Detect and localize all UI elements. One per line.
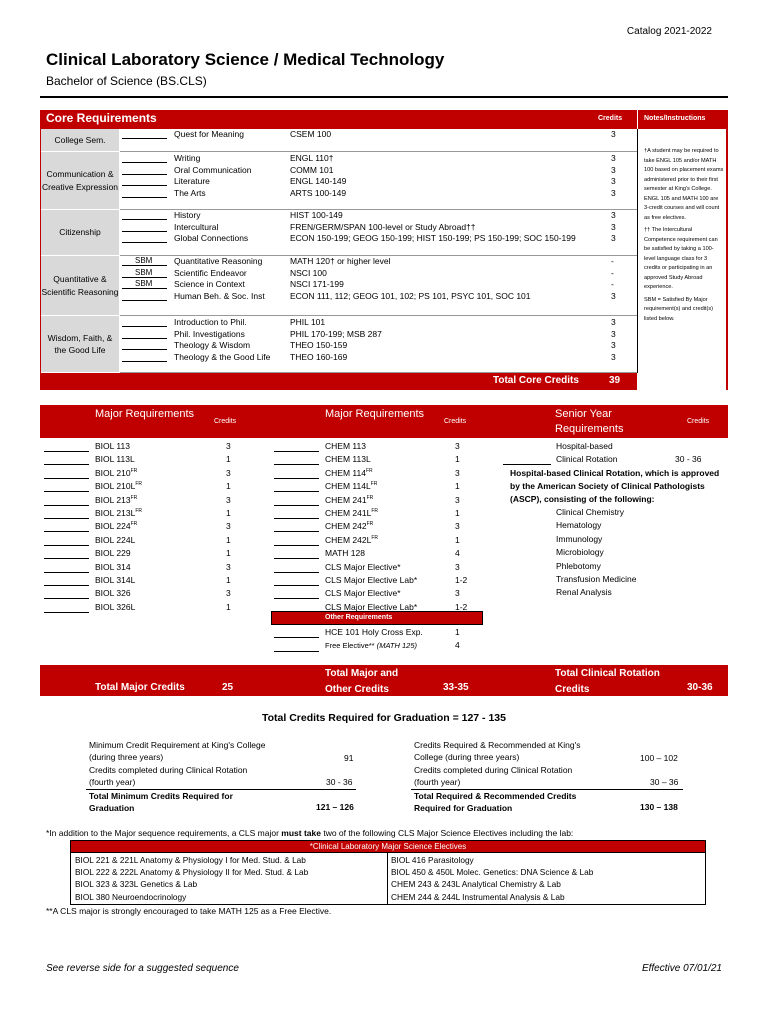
major-course [325, 454, 371, 464]
category-divider [120, 315, 637, 316]
core-row-code: NSCI 171-199 [290, 279, 344, 289]
major-col2-credits: Credits [444, 418, 467, 425]
blank-line[interactable] [274, 497, 319, 506]
catalog-year: Catalog 2021-2022 [626, 26, 712, 37]
core-row-course: Writing [174, 153, 201, 163]
core-row-credits: 3 [611, 233, 616, 243]
major-course-code: CHEM 242L [325, 534, 372, 545]
grad-left-total-value: 121 – 126 [316, 802, 354, 812]
clinical-rotation-item: Phlebotomy [556, 560, 601, 571]
blank-line[interactable] [44, 577, 89, 586]
elective-item: CHEM 243 & 243L Analytical Chemistry & Lab [391, 879, 561, 890]
major-course [95, 495, 137, 505]
major-total-label: Total Major Credits [95, 682, 185, 693]
major-course-credits: 1 [455, 454, 460, 465]
grad-right-total: Total Required & Recommended Credits Required for Graduation [414, 791, 577, 814]
blank-line[interactable] [122, 341, 167, 350]
core-category [41, 256, 119, 316]
core-row-course: Quest for Meaning [174, 129, 244, 139]
core-row-credits: 3 [611, 290, 616, 301]
core-row-code: NSCI 100 [290, 267, 327, 278]
core-notes [644, 147, 724, 324]
major-course-code: CHEM 241L [325, 508, 372, 518]
major-course-credits: 4 [455, 548, 460, 559]
blank-line[interactable] [274, 470, 319, 479]
clinical-rotation-item: Transfusion Medicine [556, 574, 637, 584]
major-course [95, 441, 130, 451]
core-row-credits: - [611, 256, 614, 266]
major-course-code: CHEM 241 [325, 494, 367, 505]
core-row-course: Global Connections [174, 233, 249, 243]
major-course-credits: 3 [455, 494, 460, 505]
major-course-code: CLS Major Elective* [325, 561, 401, 572]
major-course-credits: 3 [455, 588, 460, 599]
core-row-course: Phil. Investigations [174, 328, 245, 339]
core-row-code: MATH 120† or higher level [290, 256, 391, 266]
core-row-prefix: SBM [135, 279, 153, 288]
core-row-credits: 3 [611, 221, 616, 232]
major-course-code: CHEM 113L [325, 454, 371, 465]
core-row-credits: 3 [611, 340, 616, 350]
core-row-course: Human Beh. & Soc. Inst [174, 290, 265, 301]
core-row-course: Intercultural [174, 221, 219, 232]
major-course [95, 575, 135, 585]
blank-line[interactable] [503, 456, 551, 465]
major-course [95, 468, 137, 478]
core-row-prefix: SBM [135, 267, 153, 277]
blank-line[interactable] [44, 523, 89, 532]
core-row-code: COMM 101 [290, 164, 334, 175]
footer-left: See reverse side for a suggested sequence [46, 963, 239, 974]
blank-line[interactable] [44, 604, 89, 613]
clinical-rotation-item: Hematology [556, 520, 602, 531]
core-right-border [726, 110, 728, 390]
major-course [95, 562, 131, 572]
senior-item-1: Hospital-based [556, 441, 613, 451]
major-course-flag: FR [130, 467, 138, 474]
blank-line[interactable] [122, 292, 167, 301]
major-col3-header: Senior Year Requirements [555, 408, 624, 436]
major-course [95, 535, 135, 545]
core-row-code: HIST 100-149 [290, 210, 343, 220]
blank-line[interactable] [122, 318, 167, 327]
major-course-credits: 3 [226, 441, 231, 451]
major-course [325, 441, 366, 451]
core-row-code: THEO 150-159 [290, 340, 348, 350]
major-course-code: BIOL 314L [95, 575, 136, 585]
other-req-header: Other Requirements [325, 614, 393, 621]
major-course-flag: FR [371, 508, 378, 515]
blank-line[interactable] [274, 510, 319, 519]
major-course-credits: 3 [226, 494, 231, 505]
major-course-credits: 1 [455, 534, 460, 545]
blank-line[interactable] [44, 550, 89, 559]
grad-left-1: Minimum Credit Requirement at King's College (during three years) [89, 740, 266, 763]
notes-header: Notes/Instructions [644, 115, 706, 122]
core-row-credits: 3 [611, 210, 616, 220]
core-row-credits: 3 [611, 164, 616, 175]
major-course-credits: 1-2 [455, 575, 468, 585]
blank-line[interactable] [274, 550, 319, 559]
clinical-total-label: Total Clinical Rotation Credits [555, 668, 660, 695]
blank-line[interactable] [274, 483, 319, 492]
electives-footnote: **A CLS major is strongly encouraged to take MATH 125 as a Free Elective. [46, 906, 332, 916]
note-3: SBM = Satisfied By Major requirement(s) and credit(s) listed below. [644, 296, 714, 322]
major-course-credits: 1 [455, 508, 460, 518]
major-course-credits: 1-2 [455, 601, 468, 612]
core-category-name: Quantitative & Scientific Reasoning [41, 274, 119, 297]
core-credits-label: Credits [598, 115, 623, 122]
blank-line[interactable] [122, 154, 167, 163]
grad-left-1-value: 91 [344, 753, 354, 763]
blank-line[interactable] [44, 590, 89, 599]
major-course-code: BIOL 213L [95, 508, 136, 518]
other-total-value: 33-35 [443, 682, 469, 693]
core-category-name: College Sem. [54, 134, 106, 145]
core-row-credits: 3 [611, 187, 616, 198]
electives-note: *In addition to the Major sequence requirements, a CLS major must take two of the following CLS Major Science Electives including the lab: [46, 828, 574, 838]
footer-right: Effective 07/01/21 [641, 963, 722, 974]
note-2: †† The Intercultural Competence requirement can be satisfied by taking a 100-level language class for 3 credits or participating in an approved Study Abroad experience. [644, 227, 718, 290]
major-course [325, 495, 373, 505]
major-course [95, 521, 137, 531]
graduation-total: Total Credits Required for Graduation = 127 - 135 [262, 712, 506, 724]
blank-line[interactable] [122, 177, 167, 186]
major-course-flag: FR [130, 521, 138, 528]
major-course [325, 481, 377, 491]
core-row-credits: - [611, 267, 614, 278]
grad-left-2-value: 30 - 36 [326, 777, 353, 787]
major-course-credits: 1 [226, 601, 231, 612]
major-course-flag: FR [366, 521, 374, 528]
grad-left-2: Credits completed during Clinical Rotation (fourth year) [89, 765, 248, 788]
other-item-1-credits: 1 [455, 627, 460, 637]
major-course-credits: 1 [226, 534, 231, 545]
major-course [325, 562, 401, 572]
major-course-flag: FR [371, 534, 378, 541]
core-row-course: Quantitative Reasoning [174, 256, 263, 266]
major-course-code: CLS Major Elective Lab* [325, 601, 418, 612]
major-course-code: CLS Major Elective* [325, 588, 401, 599]
major-course-code: BIOL 210 [95, 467, 131, 478]
core-category [41, 210, 119, 256]
core-row-code: ARTS 100-149 [290, 187, 347, 198]
major-course-credits: 1 [226, 454, 231, 465]
elective-item: BIOL 416 Parasitology [391, 855, 474, 865]
grad-right-1-value: 100 – 102 [640, 753, 678, 763]
major-course-flag: FR [370, 481, 378, 488]
blank-line[interactable] [122, 353, 167, 362]
elective-item: BIOL 450 & 450L Molec. Genetics: DNA Science & Lab [391, 867, 594, 878]
major-course-credits: 3 [455, 441, 460, 451]
core-row-credits: 3 [611, 328, 616, 339]
core-row-code: PHIL 170-199; MSB 287 [290, 328, 382, 339]
major-course [325, 548, 365, 558]
major-course-flag: FR [366, 494, 374, 501]
note-1: †A student may be required to take ENGL 105 and/or MATH 100 based on placement exams administered prior to their first semester at King's College. ENGL 105 and MATH 100 are 3-credit courses and will count as free electives. [644, 148, 724, 221]
core-category-name: Communication & Creative Expression [41, 169, 119, 192]
major-course-code: CHEM 114 [325, 467, 366, 478]
blank-line[interactable] [44, 564, 89, 573]
blank-line[interactable] [44, 497, 89, 506]
core-category [41, 152, 119, 210]
major-course-credits: 3 [455, 467, 460, 478]
elective-item: BIOL 380 Neuroendocrinology [75, 891, 187, 902]
major-course-code: BIOL 224 [95, 521, 131, 532]
other-item-2: Free Elective** (MATH 125) [325, 641, 417, 650]
blank-line[interactable] [274, 523, 319, 532]
clinical-rotation-item: Immunology [556, 533, 603, 544]
major-course-code: BIOL 224L [95, 534, 136, 545]
grad-right-2-value: 30 – 36 [650, 777, 679, 787]
core-row-course: Theology & the Good Life [174, 351, 271, 362]
core-row-course: Introduction to Phil. [174, 317, 247, 327]
major-course [95, 602, 135, 612]
title-rule [40, 96, 728, 98]
major-course-credits: 1 [226, 481, 231, 492]
core-row-code: CSEM 100 [290, 129, 332, 139]
blank-line[interactable] [274, 564, 319, 573]
grad-left-total: Total Minimum Credits Required for Graduation [89, 791, 233, 814]
blank-line[interactable] [122, 223, 167, 232]
major-col2-header: Major Requirements [325, 408, 425, 420]
blank-line[interactable] [122, 234, 167, 243]
core-row-credits: 3 [611, 351, 616, 362]
elective-item: BIOL 222 & 222L Anatomy & Physiology II for Med. Stud. & Lab [75, 867, 309, 878]
core-row-code: ENGL 140-149 [290, 176, 347, 186]
major-course-code: MATH 128 [325, 548, 365, 559]
major-course-flag: FR [135, 481, 142, 488]
major-course-flag: FR [135, 508, 142, 515]
major-course-code: BIOL 314 [95, 561, 131, 572]
blank-line[interactable] [274, 443, 319, 452]
blank-line[interactable] [274, 537, 319, 546]
major-course-credits: 1 [226, 548, 231, 559]
major-course-code: BIOL 326 [95, 588, 131, 599]
major-course-code: BIOL 113L [95, 454, 135, 465]
core-row-course: Theology & Wisdom [174, 340, 251, 350]
major-course [95, 481, 142, 491]
blank-line[interactable] [274, 590, 319, 599]
core-total-value: 39 [609, 375, 621, 386]
clinical-rotation-item: Microbiology [556, 547, 604, 558]
major-col3-credits: Credits [687, 418, 710, 425]
grad-right-2: Credits completed during Clinical Rotation (fourth year) [414, 765, 573, 788]
other-total-label: Total Major and Other Credits [325, 668, 399, 695]
core-category-name: Wisdom, Faith, & the Good Life [47, 332, 113, 355]
major-course-flag: FR [365, 467, 373, 474]
blank-line[interactable] [122, 330, 167, 339]
major-total-value: 25 [222, 682, 234, 693]
elective-item: BIOL 323 & 323L Genetics & Lab [75, 879, 198, 890]
major-course [325, 535, 378, 545]
blank-line[interactable] [122, 189, 167, 198]
major-course [95, 588, 131, 598]
major-course-code: CHEM 242 [325, 521, 367, 532]
major-course-credits: 3 [455, 521, 460, 532]
page-title: Clinical Laboratory Science / Medical Technology [46, 50, 445, 69]
clinical-total-value: 30-36 [687, 682, 713, 693]
major-course [325, 468, 373, 478]
other-item-2-credits: 4 [455, 640, 460, 650]
core-row-code: ECON 150-199; GEOG 150-199; HIST 150-199; PS 150-199; SOC 150-199 [290, 233, 576, 243]
major-course-credits: 3 [226, 467, 231, 478]
major-course-code: CLS Major Elective Lab* [325, 575, 418, 585]
major-course [325, 602, 417, 612]
core-row-code: ENGL 110† [290, 153, 334, 163]
major-course-credits: 3 [226, 561, 231, 572]
major-course-credits: 1 [226, 508, 231, 518]
core-row-course: Science in Context [174, 279, 245, 289]
core-header: Core Requirements [46, 111, 157, 125]
core-row-course: Oral Communication [174, 164, 252, 175]
major-course-code: BIOL 213 [95, 494, 131, 505]
senior-item-2-credits: 30 - 36 [675, 454, 702, 464]
blank-line[interactable] [44, 443, 89, 452]
major-course [95, 548, 131, 558]
core-category-name: Citizenship [59, 227, 101, 238]
blank-line[interactable] [44, 470, 89, 479]
blank-line[interactable] [122, 211, 167, 220]
clinical-rotation-desc: Hospital-based Clinical Rotation, which is approved by the American Society of Clinical Pathologists (ASCP), consisting of the following: [510, 468, 720, 504]
major-course [325, 508, 378, 518]
core-row-course: Scientific Endeavor [174, 267, 247, 278]
blank-line[interactable] [44, 537, 89, 546]
electives-divider [387, 853, 388, 905]
elective-item: CHEM 244 & 244L Instrumental Analysis & Lab [391, 891, 565, 902]
major-course-credits: 3 [226, 588, 231, 599]
core-row-credits: 3 [611, 176, 616, 186]
blank-line[interactable] [44, 510, 89, 519]
blank-line[interactable] [44, 456, 89, 465]
blank-line[interactable] [274, 577, 319, 586]
core-category [41, 129, 119, 152]
core-row-code: PHIL 101 [290, 317, 326, 327]
blank-line[interactable] [274, 629, 319, 638]
page-subtitle: Bachelor of Science (BS.CLS) [46, 74, 207, 88]
core-row-course: Literature [174, 176, 210, 186]
major-course [325, 588, 401, 598]
blank-line[interactable] [122, 130, 167, 139]
elective-item: BIOL 221 & 221L Anatomy & Physiology I for Med. Stud. & Lab [75, 855, 306, 865]
major-course [325, 575, 417, 585]
blank-line[interactable] [274, 456, 319, 465]
core-row-code: ECON 111, 112; GEOG 101, 102; PS 101, PSYC 101, SOC 101 [290, 290, 531, 301]
major-course [325, 521, 373, 531]
blank-line[interactable] [274, 643, 319, 652]
major-course-code: CHEM 114L [325, 481, 371, 492]
core-row-credits: - [611, 279, 614, 289]
major-course-credits: 1 [226, 575, 231, 585]
blank-line[interactable] [122, 166, 167, 175]
grad-right-1: Credits Required & Recommended at King's College (during three years) [414, 740, 581, 763]
major-course-flag: FR [130, 494, 138, 501]
core-row-credits: 3 [611, 129, 616, 139]
major-col1-header: Major Requirements [95, 408, 195, 420]
core-row-course: The Arts [174, 187, 206, 198]
clinical-rotation-item: Clinical Chemistry [556, 507, 625, 517]
major-course-credits: 3 [226, 521, 231, 532]
core-total-label: Total Core Credits [493, 375, 579, 386]
category-divider [120, 151, 637, 152]
major-course [95, 454, 135, 464]
major-course-code: BIOL 326L [95, 601, 136, 612]
core-row-code: THEO 160-169 [290, 351, 348, 362]
major-course [95, 508, 142, 518]
senior-item-2: Clinical Rotation [556, 454, 618, 464]
core-row-course: History [174, 210, 201, 220]
major-course-code: BIOL 229 [95, 548, 131, 559]
core-row-credits: 3 [611, 317, 616, 327]
grad-right-total-value: 130 – 138 [640, 802, 678, 812]
notes-divider [637, 129, 638, 373]
electives-header: *Clinical Laboratory Major Science Electives [309, 842, 467, 851]
major-course-code: BIOL 210L [95, 481, 136, 492]
clinical-rotation-item: Renal Analysis [556, 587, 612, 598]
core-row-prefix: SBM [135, 256, 153, 265]
other-item-1: HCE 101 Holy Cross Exp. [325, 627, 423, 637]
major-course-credits: 3 [455, 561, 460, 572]
major-col1-credits: Credits [214, 418, 237, 425]
blank-line[interactable] [44, 483, 89, 492]
core-row-credits: 3 [611, 153, 616, 163]
core-row-code: FREN/GERM/SPAN 100-level or Study Abroad†† [290, 221, 476, 232]
major-course-code: CHEM 113 [325, 441, 366, 451]
major-course-code: BIOL 113 [95, 441, 130, 451]
major-course-credits: 1 [455, 481, 460, 492]
core-category [41, 316, 119, 373]
